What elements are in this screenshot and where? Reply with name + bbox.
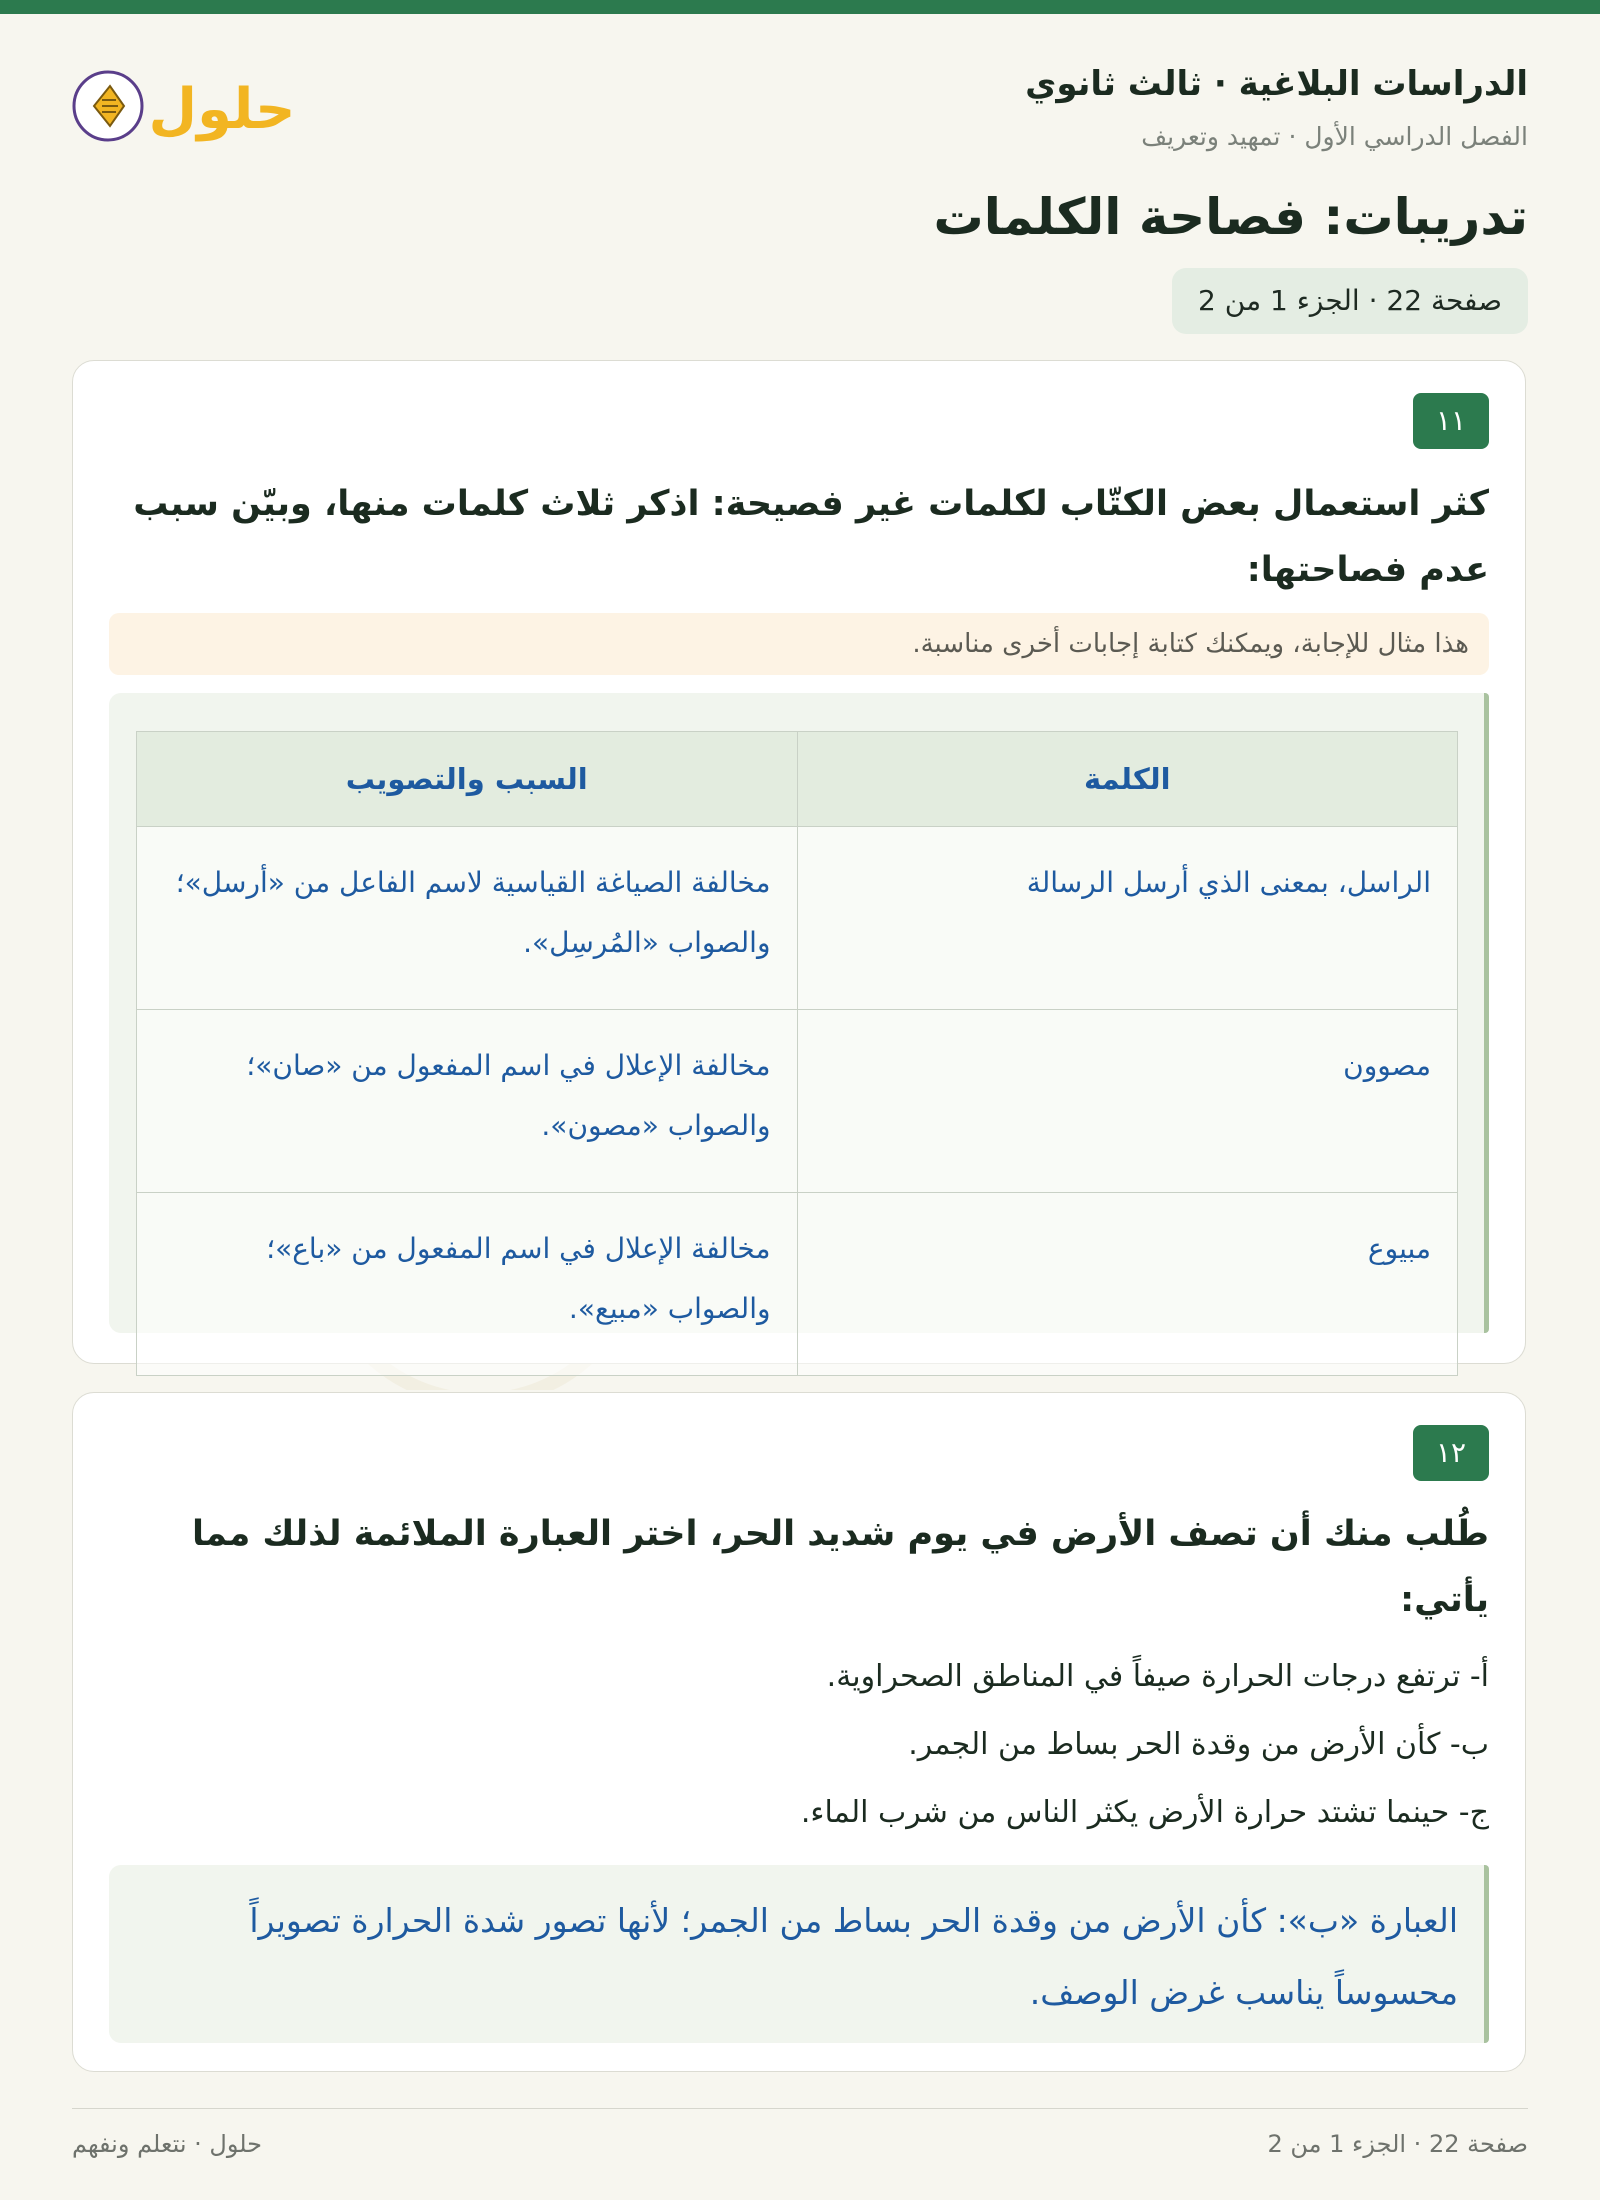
option-a: أ- ترتفع درجات الحرارة صيفاً في المناطق الصحراوية. [826, 1659, 1489, 1694]
options-list [109, 1643, 1489, 1847]
page-header [72, 56, 1528, 346]
top-accent-bar [0, 0, 1600, 14]
answer-note: هذا مثال للإجابة، ويمكنك كتابة إجابات أخرى مناسبة. [109, 613, 1489, 675]
question-text: كثر استعمال بعض الكتّاب لكلمات غير فصيحة: اذكر ثلاث كلمات منها، وبيّن سبب عدم فصاحتها: [133, 484, 1489, 590]
page-title: تدريبات: فصاحة الكلمات [933, 188, 1528, 246]
answer-box: العبارة «ب»: كأن الأرض من وقدة الحر بساط من الجمر؛ لأنها تصور شدة الحرارة تصويراً محسوساً يناسب غرض الوصف. [109, 1865, 1489, 2043]
table-row [137, 1010, 1458, 1193]
question-number-badge: ١٢ [1413, 1425, 1489, 1481]
answer-box [109, 693, 1489, 1333]
cell-reason: مخالفة الإعلال في اسم المفعول من «باع»؛ والصواب «مبيع». [137, 1193, 798, 1376]
cell-word: مصوون [797, 1010, 1458, 1193]
question-text: طُلب منك أن تصف الأرض في يوم شديد الحر، اختر العبارة الملائمة لذلك مما يأتي: [191, 1514, 1489, 1620]
cell-word: الراسل، بمعنى الذي أرسل الرسالة [797, 827, 1458, 1010]
column-header-word: الكلمة [797, 732, 1458, 827]
table-row [137, 827, 1458, 1010]
question-card-12 [72, 1392, 1526, 2072]
course-title: الدراسات البلاغية · ثالث ثانوي [1025, 64, 1528, 104]
answer-table [136, 731, 1458, 1376]
question-number-badge: ١١ [1413, 393, 1489, 449]
option-c: ج- حينما تشتد حرارة الأرض يكثر الناس من شرب الماء. [800, 1795, 1489, 1830]
footer-divider [72, 2108, 1528, 2109]
footer-page-info: صفحة 22 · الجزء 1 من 2 [1267, 2130, 1528, 2158]
cell-word: مبيوع [797, 1193, 1458, 1376]
question-card-11 [72, 360, 1526, 1364]
footer-brand: حلول · نتعلم ونفهم [72, 2130, 262, 2158]
unit-subtitle: الفصل الدراسي الأول · تمهيد وتعريف [1141, 122, 1528, 151]
column-header-reason: السبب والتصويب [137, 732, 798, 827]
cell-reason: مخالفة الإعلال في اسم المفعول من «صان»؛ والصواب «مصون». [137, 1010, 798, 1193]
table-header-row [137, 732, 1458, 827]
table-row [137, 1193, 1458, 1376]
hulul-logo [72, 56, 302, 166]
cell-reason: مخالفة الصياغة القياسية لاسم الفاعل من «أرسل»؛ والصواب «المُرسِل». [137, 827, 798, 1010]
page-indicator-pill: صفحة 22 · الجزء 1 من 2 [1172, 268, 1528, 334]
logo-wordmark: حلول [148, 77, 296, 142]
option-b: ب- كأن الأرض من وقدة الحر بساط من الجمر. [908, 1727, 1489, 1762]
